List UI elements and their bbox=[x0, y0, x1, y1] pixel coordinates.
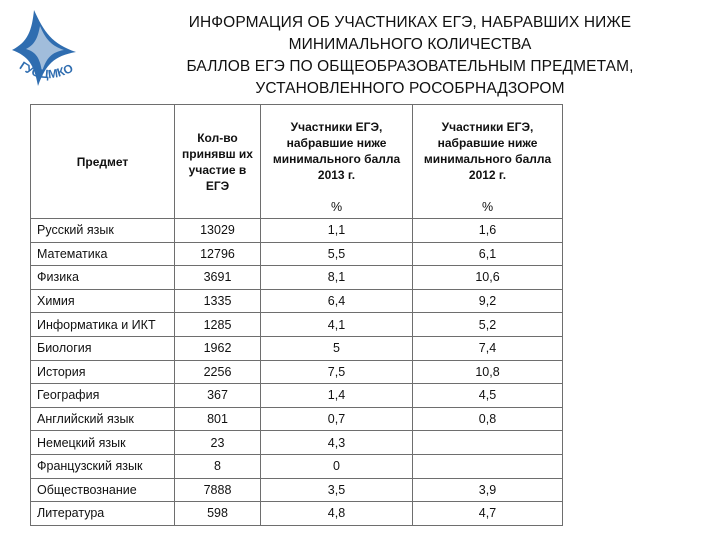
pct-2013-cell: 3,5 bbox=[261, 478, 413, 502]
pct-2013-cell: 0 bbox=[261, 454, 413, 478]
subject-cell: Литература bbox=[31, 502, 175, 526]
pct-2012-cell: 10,6 bbox=[413, 266, 563, 290]
subject-cell: Информатика и ИКТ bbox=[31, 313, 175, 337]
title-line: УСТАНОВЛЕННОГО РОСОБРНАДЗОРОМ bbox=[255, 80, 565, 97]
empty-cell bbox=[563, 289, 715, 313]
page-title bbox=[110, 12, 710, 100]
results-table-container bbox=[30, 104, 714, 526]
header-count bbox=[175, 105, 261, 219]
table-row bbox=[31, 384, 715, 408]
count-cell: 1285 bbox=[175, 313, 261, 337]
table-row bbox=[31, 478, 715, 502]
empty-cell bbox=[563, 384, 715, 408]
subject-cell: Математика bbox=[31, 242, 175, 266]
table-row bbox=[31, 454, 715, 478]
subject-cell: Физика bbox=[31, 266, 175, 290]
pct-2013-cell: 8,1 bbox=[261, 266, 413, 290]
empty-cell bbox=[563, 407, 715, 431]
pct-2012-cell: 3,9 bbox=[413, 478, 563, 502]
header-count-label: Кол-во принявш их участие в ЕГЭ bbox=[182, 130, 253, 193]
empty-cell bbox=[563, 478, 715, 502]
count-cell: 3691 bbox=[175, 266, 261, 290]
count-cell: 23 bbox=[175, 431, 261, 455]
empty-cell bbox=[563, 266, 715, 290]
table-row bbox=[31, 502, 715, 526]
header-subject: Предмет bbox=[31, 105, 175, 219]
pct-2013-cell: 1,4 bbox=[261, 384, 413, 408]
table-row bbox=[31, 242, 715, 266]
pct-2012-cell: 1,6 bbox=[413, 219, 563, 243]
empty-cell bbox=[563, 360, 715, 384]
table-row bbox=[31, 219, 715, 243]
empty-cell bbox=[563, 313, 715, 337]
pct-2013-cell: 4,8 bbox=[261, 502, 413, 526]
title-line: МИНИМАЛЬНОГО КОЛИЧЕСТВА bbox=[288, 36, 532, 53]
pct-2012-cell: 9,2 bbox=[413, 289, 563, 313]
count-cell: 1962 bbox=[175, 336, 261, 360]
organization-logo bbox=[4, 2, 96, 94]
table-row bbox=[31, 313, 715, 337]
subject-cell: Английский язык bbox=[31, 407, 175, 431]
pct-2013-cell: 4,3 bbox=[261, 431, 413, 455]
results-table bbox=[30, 104, 715, 526]
logo-text: ГУОЦМКО bbox=[17, 58, 76, 82]
table-row bbox=[31, 360, 715, 384]
subject-cell: География bbox=[31, 384, 175, 408]
table-row bbox=[31, 289, 715, 313]
subject-cell: Биология bbox=[31, 336, 175, 360]
pct-2013-cell: 5,5 bbox=[261, 242, 413, 266]
empty-cell bbox=[563, 454, 715, 478]
count-cell: 13029 bbox=[175, 219, 261, 243]
pct-2012-cell: 5,2 bbox=[413, 313, 563, 337]
pct-2013-cell: 0,7 bbox=[261, 407, 413, 431]
pct-2012-cell: 4,5 bbox=[413, 384, 563, 408]
count-cell: 598 bbox=[175, 502, 261, 526]
table-row bbox=[31, 431, 715, 455]
table-body bbox=[31, 219, 715, 526]
pct-2012-cell: 0,8 bbox=[413, 407, 563, 431]
subject-cell: Обществознание bbox=[31, 478, 175, 502]
count-cell: 801 bbox=[175, 407, 261, 431]
empty-cell bbox=[563, 502, 715, 526]
pct-2012-cell: 10,8 bbox=[413, 360, 563, 384]
pct-2013-cell: 1,1 bbox=[261, 219, 413, 243]
pct-2013-cell: 5 bbox=[261, 336, 413, 360]
table-row bbox=[31, 407, 715, 431]
empty-cell bbox=[563, 242, 715, 266]
header-2013-label: Участники ЕГЭ, набравшие ниже минимального балла 2013 г. bbox=[272, 119, 401, 182]
header-empty bbox=[563, 105, 715, 219]
pct-2012-cell: 7,4 bbox=[413, 336, 563, 360]
empty-cell bbox=[563, 219, 715, 243]
count-cell: 8 bbox=[175, 454, 261, 478]
title-line: ИНФОРМАЦИЯ ОБ УЧАСТНИКАХ ЕГЭ, НАБРАВШИХ НИЖЕ bbox=[188, 14, 632, 31]
table-row bbox=[31, 336, 715, 360]
header-2012-unit: % bbox=[413, 197, 563, 219]
pct-2013-cell: 6,4 bbox=[261, 289, 413, 313]
header-2013-unit: % bbox=[261, 197, 413, 219]
count-cell: 2256 bbox=[175, 360, 261, 384]
pct-2013-cell: 7,5 bbox=[261, 360, 413, 384]
pct-2013-cell: 4,1 bbox=[261, 313, 413, 337]
subject-cell: Немецкий язык bbox=[31, 431, 175, 455]
count-cell: 7888 bbox=[175, 478, 261, 502]
title-line: БАЛЛОВ ЕГЭ ПО ОБЩЕОБРАЗОВАТЕЛЬНЫМ ПРЕДМЕТАМ, bbox=[186, 58, 634, 75]
pct-2012-cell: 4,7 bbox=[413, 502, 563, 526]
subject-cell: Химия bbox=[31, 289, 175, 313]
subject-cell: Русский язык bbox=[31, 219, 175, 243]
table-row bbox=[31, 266, 715, 290]
pct-2012-cell: 6,1 bbox=[413, 242, 563, 266]
pct-2012-cell bbox=[413, 431, 563, 455]
header-2013 bbox=[261, 105, 413, 197]
pct-2012-cell bbox=[413, 454, 563, 478]
count-cell: 367 bbox=[175, 384, 261, 408]
empty-cell bbox=[563, 336, 715, 360]
count-cell: 1335 bbox=[175, 289, 261, 313]
header-2012-label: Участники ЕГЭ, набравшие ниже минимального балла 2012 г. bbox=[423, 119, 552, 182]
subject-cell: Французский язык bbox=[31, 454, 175, 478]
subject-cell: История bbox=[31, 360, 175, 384]
count-cell: 12796 bbox=[175, 242, 261, 266]
header-2012 bbox=[413, 105, 563, 197]
empty-cell bbox=[563, 431, 715, 455]
